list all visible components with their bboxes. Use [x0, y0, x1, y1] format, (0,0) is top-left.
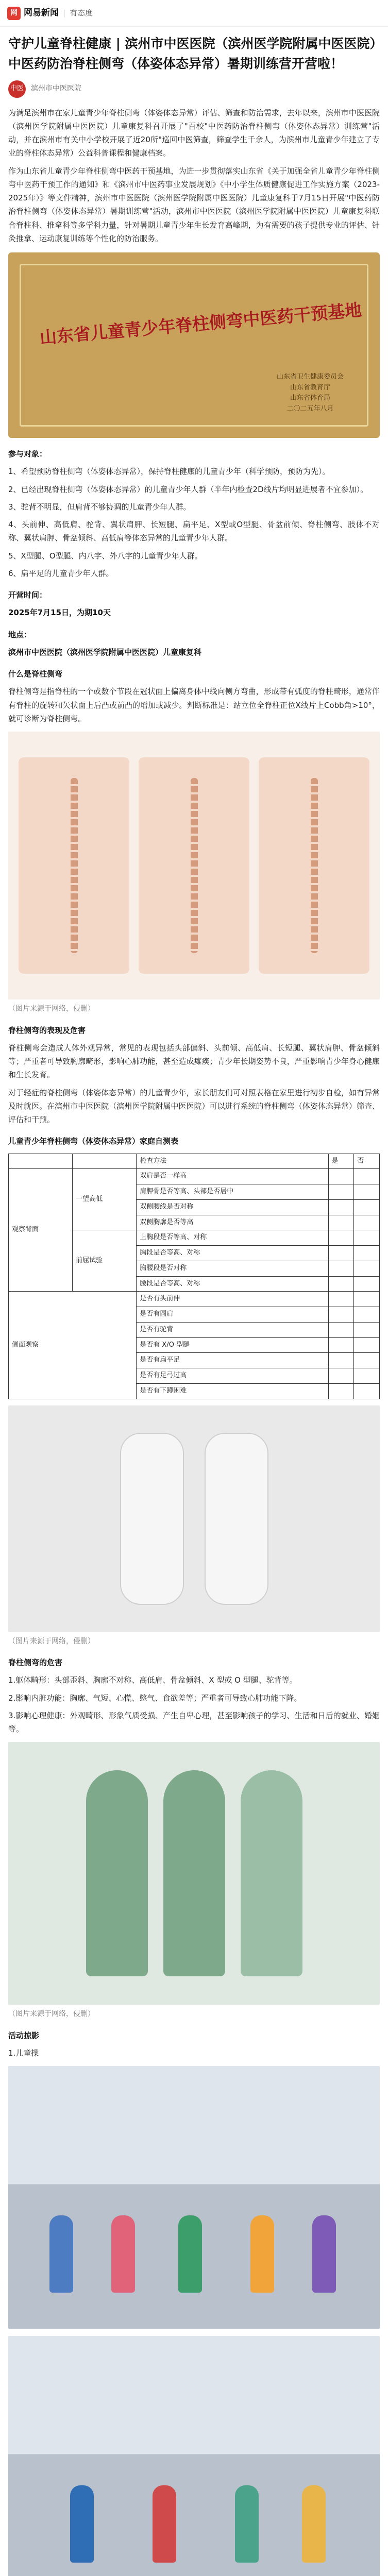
plaque-org-3: 山东省体育局	[290, 394, 330, 402]
activity-label: 1.儿童操	[8, 2048, 39, 2058]
table-cell: 胸腰段是否对称	[137, 1261, 328, 1276]
no-checkbox[interactable]	[354, 1368, 380, 1384]
harm-text-2: 对于轻症的脊柱侧弯（体姿体态异常）的儿童青少年，家长朋友们可对照表格在家里进行初步自检，如有异常及时就医。在滨州市中医医院（滨州医学院附属中医医院）可以进行系统的脊柱侧弯（体姿体态异常）筛查、评估和干预。	[8, 1088, 380, 1124]
yes-checkbox[interactable]	[328, 1322, 354, 1337]
child-figure	[49, 2215, 73, 2293]
target-item: 3、驼背不明显，但肩背不够协调的儿童青少年人群。	[8, 502, 191, 512]
table-cell: 是否有足弓过高	[137, 1368, 328, 1384]
yes-checkbox[interactable]	[328, 1307, 354, 1323]
table-cell: 胸段是否等高、对称	[137, 1246, 328, 1261]
curved-spine-figure	[139, 757, 249, 974]
article-body	[0, 34, 388, 2576]
no-checkbox[interactable]	[354, 1337, 380, 1353]
table-header-no: 否	[354, 1154, 380, 1169]
table-row	[9, 1292, 380, 1307]
base-plaque-image	[8, 252, 380, 438]
table-cell: 是否有下蹲困难	[137, 1383, 328, 1399]
activity-heading: 活动掠影	[8, 2030, 40, 2040]
image-caption: （图片来源于网络，侵删）	[8, 1005, 95, 1013]
table-header-row	[9, 1154, 380, 1169]
author-row[interactable]	[8, 80, 380, 98]
posture-figure-left	[120, 1433, 184, 1605]
no-checkbox[interactable]	[354, 1261, 380, 1276]
time-heading: 开营时间：	[8, 590, 47, 600]
yes-checkbox[interactable]	[328, 1383, 354, 1399]
no-checkbox[interactable]	[354, 1292, 380, 1307]
channel-slogan: 有态度	[70, 8, 93, 18]
time-value: 2025年7月15日，为期10天	[8, 608, 111, 618]
subgroup-label: 一望高低	[73, 1169, 137, 1230]
author-avatar[interactable]: 中医	[8, 80, 26, 98]
site-name[interactable]: 网易新闻	[24, 7, 59, 18]
target-item: 1、希望预防脊柱侧弯（体姿体态异常），保持脊柱健康的儿童青少年（科学预防，预防为先）。	[8, 467, 330, 477]
plaque-org-1: 山东省卫生健康委员会	[276, 372, 344, 381]
table-row	[9, 1169, 380, 1184]
danger-item: 1.躯体畸形：头部歪斜、胸廓不对称、高低肩、骨盆倾斜、X 型或 O 型腿、驼背等。	[8, 1675, 297, 1685]
no-checkbox[interactable]	[354, 1199, 380, 1215]
body-anatomy-image	[8, 1742, 380, 2005]
harm-heading: 脊柱侧弯的表现及危害	[8, 1025, 86, 1035]
table-cell: 是否有驼背	[137, 1322, 328, 1337]
what-heading: 什么是脊柱侧弯	[8, 669, 63, 679]
article-title: 守护儿童脊柱健康 | 滨州市中医医院（滨州医学院附属中医医院）中医药防治脊柱侧弯（体姿体态异常）暑期训练营开营啦！	[8, 36, 377, 71]
posture-comparison-image	[8, 1405, 380, 1632]
table-cell: 肩胛骨是否等高、头部是否居中	[137, 1184, 328, 1200]
no-checkbox[interactable]	[354, 1246, 380, 1261]
child-figure	[178, 2215, 202, 2293]
logo-separator: |	[63, 8, 66, 18]
table-cell: 双侧腰线是否对称	[137, 1199, 328, 1215]
target-heading: 参与对象：	[8, 449, 47, 459]
body-figure-side	[163, 1770, 225, 1976]
no-checkbox[interactable]	[354, 1383, 380, 1399]
subgroup-label: 侧面观察	[9, 1292, 137, 1399]
yes-checkbox[interactable]	[328, 1368, 354, 1384]
child-figure	[302, 2485, 326, 2563]
yes-checkbox[interactable]	[328, 1246, 354, 1261]
group-label: 观察背面	[9, 1169, 73, 1292]
plaque-issuers	[277, 372, 344, 415]
spine-illustration-image	[8, 732, 380, 999]
subgroup-label: 前屈试验	[73, 1230, 137, 1292]
target-item: 5、X型腿、O型腿、内八字、外八字的儿童青少年人群。	[8, 551, 203, 561]
child-figure	[153, 2485, 176, 2563]
danger-item: 3.影响心理健康：外观畸形、形象气质受损、产生自卑心理，甚至影响孩子的学习、生活和日后的就业、婚姻等。	[8, 1710, 380, 1734]
table-cell: 是否有圆肩	[137, 1307, 328, 1323]
plaque-date: 二〇二五年八月	[286, 405, 334, 413]
place-value: 滨州市中医医院（滨州医学院附属中医医院）儿童康复科	[8, 647, 202, 657]
target-item: 6、扁平足的儿童青少年人群。	[8, 568, 114, 578]
top-navigation-bar	[0, 0, 388, 27]
table-header-subgroup	[73, 1154, 137, 1169]
children-exercise-photo-2	[8, 2336, 380, 2576]
yes-checkbox[interactable]	[328, 1292, 354, 1307]
table-cell: 是否有 X/O 型腿	[137, 1337, 328, 1353]
intro-paragraph-2: 作为山东省儿童青少年脊柱侧弯中医药干预基地，为进一步贯彻落实山东省《关于加强全省儿童青少年脊柱侧弯中医药干预工作的通知》和《滨州市中医药事业发展规划》《中小学生体质健康促进工作实施方案（2023-2025年）》等文件精神，滨州市中医医院（滨州医学院附属中医医院）儿童康复科于7月15日开展"中医药防治脊柱侧弯（体姿体态异常）暑期训练营"活动，滨州市中医医院（滨州医学院附属中医医院）儿童康复科联合脊柱科、推拿科等多学科力量，针对暑期儿童青少年生长发育高峰期，为有需要的孩子提供专业的评估、针灸推拿、运动康复训练等个性化的防治服务。	[8, 166, 380, 243]
yes-checkbox[interactable]	[328, 1169, 354, 1184]
image-caption: （图片来源于网络，侵删）	[8, 2010, 95, 2019]
yes-checkbox[interactable]	[328, 1199, 354, 1215]
yes-checkbox[interactable]	[328, 1184, 354, 1200]
yes-checkbox[interactable]	[328, 1337, 354, 1353]
child-figure	[312, 2215, 336, 2293]
no-checkbox[interactable]	[354, 1230, 380, 1246]
netease-logo-icon[interactable]: 网	[7, 7, 21, 20]
body-figure-front	[86, 1770, 148, 1976]
danger-heading: 脊柱侧弯的危害	[8, 1658, 63, 1667]
place-heading: 地点：	[8, 630, 32, 639]
image-caption: （图片来源于网络，侵删）	[8, 1637, 95, 1646]
posture-figure-right	[205, 1433, 268, 1605]
table-header-item: 检查方法	[137, 1154, 328, 1169]
plaque-title: 山东省儿童青少年脊柱侧弯中医药干预基地	[39, 299, 363, 348]
no-checkbox[interactable]	[354, 1169, 380, 1184]
intro-paragraph: 为满足滨州市在家儿童青少年脊柱侧弯（体姿体态异常）评估、筛查和防治需求，去年以来，滨州市中医医院（滨州医学院附属中医医院）儿童康复科召开展了"百校"中医药防治脊柱侧弯（体姿体态异常）训练营"活动，并在滨州市有关中小学校开展了近20所"巡回中医筛查，筛查学生千余人，为滨州市儿童青少年建立了专业的脊柱体态异常）公益科普课程和健康档案。	[8, 108, 380, 158]
child-figure	[250, 2215, 274, 2293]
self-check-table	[8, 1154, 380, 1399]
yes-checkbox[interactable]	[328, 1353, 354, 1368]
table-cell: 上胸段是否等高、对称	[137, 1230, 328, 1246]
no-checkbox[interactable]	[354, 1307, 380, 1323]
table-cell: 腰段是否等高、对称	[137, 1276, 328, 1292]
posture-figure	[259, 757, 369, 974]
target-item: 4、头前伸、高低肩、驼背、翼状肩胛、长短腿、扁平足、X型或O型腿、骨盆前倾、脊柱侧弯、肢体不对称、翼状肩胛、骨盆倾斜、高低肩等体态异常的儿童青少年人群。	[8, 520, 380, 543]
child-figure	[111, 2215, 135, 2293]
author-name[interactable]: 滨州市中医医院	[31, 84, 81, 93]
yes-checkbox[interactable]	[328, 1261, 354, 1276]
table-header-yes: 是	[328, 1154, 354, 1169]
spine-xray-figure	[241, 1770, 302, 1976]
yes-checkbox[interactable]	[328, 1230, 354, 1246]
table-header-group	[9, 1154, 73, 1169]
table-cell: 是否有扁平足	[137, 1353, 328, 1368]
table-cell: 双肩是否一样高	[137, 1169, 328, 1184]
table-cell: 双侧胸廓是否等高	[137, 1215, 328, 1230]
plaque-org-2: 山东省教育厅	[290, 383, 330, 392]
no-checkbox[interactable]	[354, 1276, 380, 1292]
danger-item: 2.影响内脏功能：胸廓、气短、心慌、憋气、食欲差等；严重者可导致心肺功能下降。	[8, 1693, 302, 1703]
no-checkbox[interactable]	[354, 1184, 380, 1200]
child-figure	[70, 2485, 94, 2563]
harm-text: 脊柱侧弯会造成人体外观异常，常见的表现包括头部偏斜、头前倾、高低肩、长短腿、翼状肩胛、骨盆倾斜等；严重者可导致胸廓畸形，影响心肺功能，甚至造成瘫痪；青少年长期姿势不良，严重影响青少年身心健康和生长发育。	[8, 1043, 380, 1080]
yes-checkbox[interactable]	[328, 1276, 354, 1292]
normal-spine-figure	[19, 757, 129, 974]
no-checkbox[interactable]	[354, 1215, 380, 1230]
what-text: 脊柱侧弯是指脊柱的一个或数个节段在冠状面上偏离身体中线向侧方弯曲，形成带有弧度的脊柱畸形，通常伴有脊柱的旋转和矢状面上后凸或前凸的增加或减少。判断标准是：站立位全脊柱正位X线片上Cobb角>10°，就可诊断为脊柱侧弯。	[8, 687, 380, 723]
no-checkbox[interactable]	[354, 1322, 380, 1337]
child-figure	[235, 2485, 259, 2563]
table-cell: 是否有头前伸	[137, 1292, 328, 1307]
children-exercise-photo	[8, 2066, 380, 2329]
no-checkbox[interactable]	[354, 1353, 380, 1368]
table-heading: 儿童青少年脊柱侧弯（体姿体态异常）家庭自测表	[8, 1137, 179, 1146]
yes-checkbox[interactable]	[328, 1215, 354, 1230]
target-item: 2、已经出现脊柱侧弯（体姿体态异常）的儿童青少年人群（半年内检查2D线片均明显进展者不宜参加）。	[8, 484, 368, 494]
